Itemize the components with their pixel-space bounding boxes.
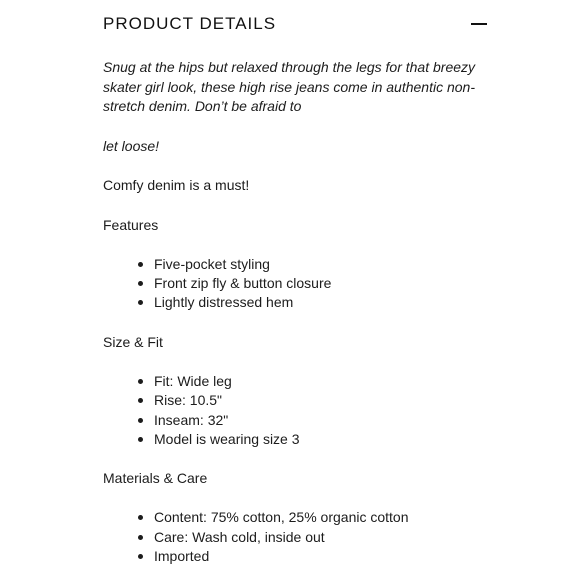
list-item: Front zip fly & button closure [154, 274, 483, 293]
list-item: Model is wearing size 3 [154, 430, 483, 449]
minus-icon[interactable] [471, 16, 487, 32]
features-list [103, 255, 483, 313]
size-fit-list [103, 372, 483, 449]
list-item: Rise: 10.5" [154, 391, 483, 410]
list-item: Content: 75% cotton, 25% organic cotton [154, 508, 483, 527]
description-tagline: Comfy denim is a must! [103, 177, 250, 193]
features-heading: Features [103, 216, 159, 233]
list-item: Lightly distressed hem [154, 293, 483, 312]
list-item: Inseam: 32" [154, 411, 483, 430]
list-item: Imported [154, 547, 483, 566]
list-item: Fit: Wide leg [154, 372, 483, 391]
product-details-content [103, 58, 483, 586]
product-details-header[interactable] [103, 12, 487, 36]
section-title: PRODUCT DETAILS [103, 14, 277, 33]
materials-list [103, 508, 483, 566]
list-item: Five-pocket styling [154, 255, 483, 274]
list-item: Care: Wash cold, inside out [154, 528, 483, 547]
size-fit-heading: Size & Fit [103, 333, 163, 350]
materials-heading: Materials & Care [103, 469, 208, 486]
description-intro: Snug at the hips but relaxed through the legs for that breezy skater girl look, these high rise jeans come in authentic non-stretch denim. Don’t be afraid to [103, 59, 476, 114]
description-intro-end: let loose! [103, 137, 160, 154]
